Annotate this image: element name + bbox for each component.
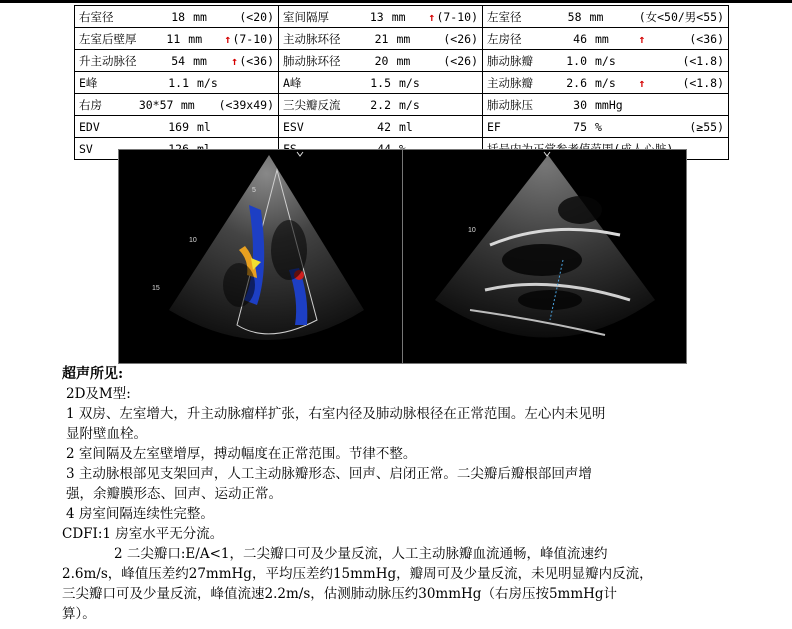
measurement-unit: % [595,119,602,134]
measurement-unit: m/s [399,97,420,112]
reference-range: (<36) [239,53,274,68]
top-rule [0,0,792,3]
measurement-label: 室间隔厚 [283,9,329,24]
measurement-label: 肺动脉环径 [283,53,341,68]
measurement-label: 主动脉瓣 [487,75,533,90]
measurement-label: 主动脉环径 [283,31,341,46]
elevated-arrow-icon: ↑ [638,31,646,46]
measurement-value: 75 [573,119,587,134]
measurement-cell [483,72,729,94]
measurement-unit: ml [197,119,211,134]
findings-line: 强，余瓣膜形态、回声、运动正常。 [66,486,282,502]
findings-line: 三尖瓣口可及少量反流，峰值流速2.2m/s，估测肺动脉压约30mmHg（右房压按5mmHg计 [62,586,618,602]
measurement-cell [279,72,483,94]
measurement-value: 11 [166,31,181,46]
findings-line: 2.6m/s，峰值压差约27mmHg，平均压差约15mmHg，瓣周可及少量反流，未见明显瓣内反流， [62,566,653,582]
measurement-unit: mm [595,31,609,46]
measurement-unit: mm [396,31,411,46]
measurement-unit: m/s [595,53,616,68]
measurement-value: 58 [567,9,582,24]
measurement-cell [75,94,279,116]
measurement-cell [279,94,483,116]
findings-line: 2 二尖瓣口:E/A<1，二尖瓣口可及少量反流，人工主动脉瓣血流通畅，峰值流速约 [114,546,608,562]
measurement-label: 三尖瓣反流 [283,97,341,112]
measurement-unit: m/s [399,75,420,90]
findings-line: 3 主动脉根部见支架回声，人工主动脉瓣形态、回声、启闭正常。二尖瓣后瓣根部回声增 [66,466,592,482]
measurement-unit: mm [180,97,195,112]
table-row [75,6,729,28]
table-row [75,72,729,94]
measurement-unit: mmHg [595,97,623,112]
measurement-value: 20 [374,53,389,68]
table-row [75,116,729,138]
measurement-unit: mm [193,53,207,68]
measurement-unit: ml [399,119,413,134]
measurement-value: 18 [171,9,186,24]
table-row [75,50,729,72]
reference-range: (7-10) [436,9,478,24]
measurement-cell [75,28,279,50]
measurement-cell [279,116,483,138]
measurement-unit: mm [391,9,406,24]
measurement-label: 肺动脉瓣 [487,53,533,68]
reference-range: (<36) [689,31,724,46]
measurement-label: 左房径 [487,31,522,46]
measurement-value: 1.0 [566,53,587,68]
measurement-value: 54 [171,53,186,68]
findings-title: 超声所见: [62,366,124,382]
measurement-value: 42 [377,119,391,134]
measurement-cell [279,28,483,50]
elevated-arrow-icon: ↑ [231,53,239,68]
findings-line: 2 室间隔及左室壁增厚，搏动幅度在正常范围。节律不整。 [66,446,417,462]
reference-range: (≥55) [689,119,724,134]
measurement-unit: m/s [595,75,616,90]
depth-label: 5 [252,187,256,194]
measurement-cell [279,6,483,28]
measurement-label: EDV [79,119,100,134]
measurement-unit: mm [589,9,604,24]
measurement-label: 左室径 [487,9,522,24]
measurement-value: 1.1 [168,75,189,90]
measurement-unit: mm [188,31,203,46]
depth-label: 10 [189,237,197,244]
measurement-value: 1.5 [370,75,391,90]
measurement-value: 13 [369,9,384,24]
measurement-label: 左室后壁厚 [79,31,137,46]
elevated-arrow-icon: ↑ [224,31,232,46]
measurement-value: 169 [168,119,189,134]
findings-line: CDFI:1 房室水平无分流。 [62,526,224,542]
measurement-label: EF [487,119,501,134]
findings-report [62,364,702,624]
reference-range: (<26) [443,53,478,68]
measurement-cell [483,50,729,72]
measurement-label: 肺动脉压 [487,97,533,112]
ultrasound-image-color-doppler [118,149,403,364]
measurement-unit: mm [193,9,207,24]
elevated-arrow-icon: ↑ [428,9,436,24]
measurement-value: 2.2 [370,97,391,112]
measurement-unit: mm [396,53,411,68]
reference-range: (7-10) [232,31,274,46]
findings-line: 算）。 [62,606,96,622]
measurement-cell [483,6,729,28]
measurement-label: E峰 [79,75,98,90]
depth-label: 10 [468,227,476,234]
ultrasound-image-long-axis [402,149,687,364]
measurement-cell [483,94,729,116]
measurement-table [74,5,729,160]
depth-label: 15 [152,285,160,292]
measurement-cell [483,28,729,50]
table-row [75,94,729,116]
measurement-label: SV [79,141,93,156]
measurement-label: 升主动脉径 [79,53,137,68]
measurement-unit: m/s [197,75,218,90]
findings-body [62,384,702,624]
measurement-value: 21 [374,31,389,46]
findings-line: 4 房室间隔连续性完整。 [66,506,214,522]
measurement-cell [75,72,279,94]
measurement-value: 30*57 [138,97,174,112]
measurement-cell [75,116,279,138]
measurement-cell [75,50,279,72]
table-row [75,28,729,50]
probe-marker-icon [544,152,550,156]
findings-line: 2D及M型: [66,386,131,402]
measurement-cell [483,116,729,138]
measurement-label: 右室径 [79,9,114,24]
reference-range: (<20) [239,9,274,24]
reference-range: (<1.8) [682,53,724,68]
measurement-value: 30 [573,97,587,112]
measurement-cell [279,50,483,72]
measurement-cell [75,6,279,28]
reference-range: (<1.8) [682,75,724,90]
findings-line: 显附壁血栓。 [66,426,147,442]
measurement-value: 46 [573,31,587,46]
measurement-label: ESV [283,119,304,134]
reference-range: (<39x49) [218,97,274,112]
findings-line: 1 双房、左室增大，升主动脉瘤样扩张，右室内径及肺动脉根径在正常范围。左心内未见明 [66,406,606,422]
elevated-arrow-icon: ↑ [638,75,646,90]
measurement-label: 右房 [79,97,102,112]
measurement-value: 2.6 [566,75,587,90]
reference-range: (<26) [443,31,478,46]
measurement-label: A峰 [283,75,302,90]
probe-marker-icon [297,152,303,156]
reference-range: (女<50/男<55) [638,9,724,24]
